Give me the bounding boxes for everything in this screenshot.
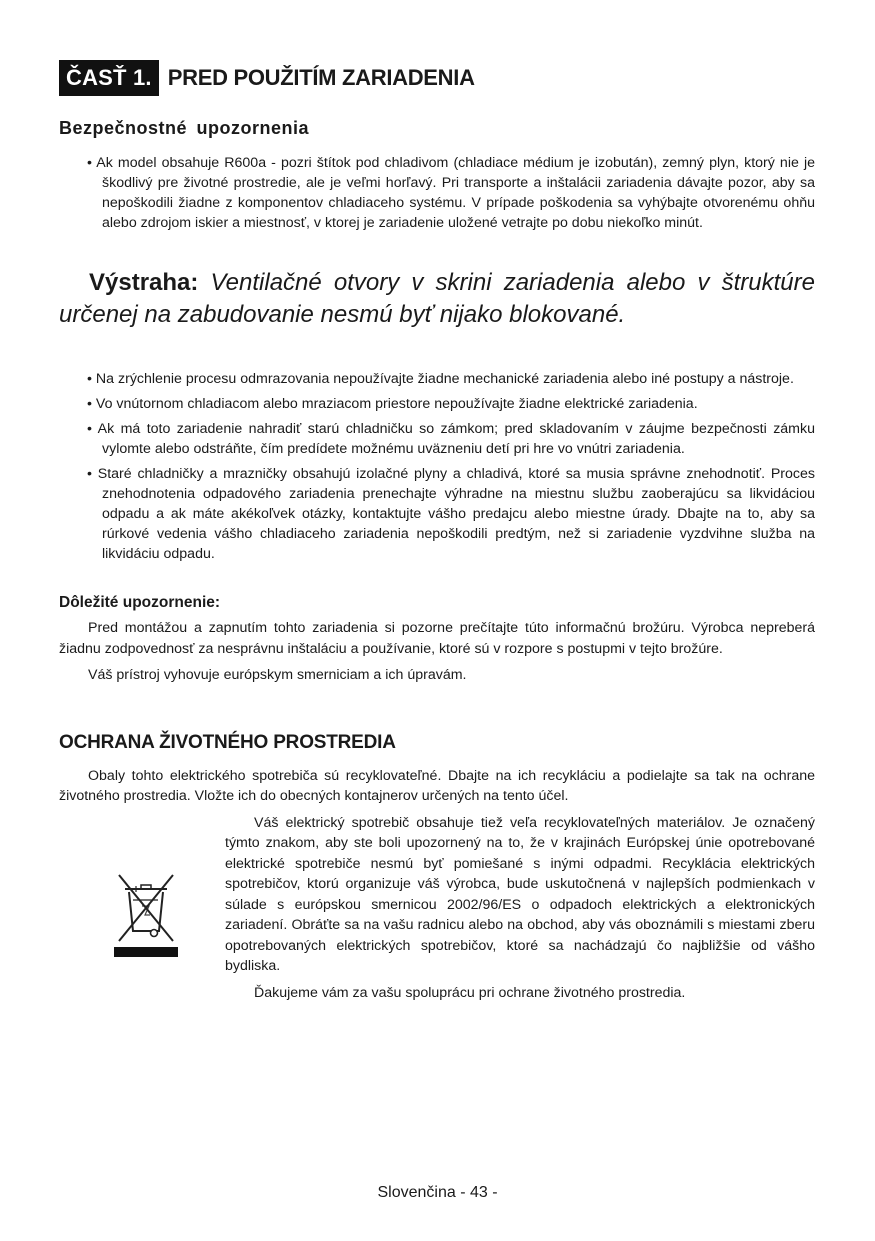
usage-list <box>59 369 815 564</box>
usage-bullet-electrical: • Vo vnútornom chladiacom alebo mraziacom priestore nepoužívajte žiadne elektrické zariadenia. <box>87 394 815 414</box>
warning-block <box>59 267 815 331</box>
chapter-number: ČASŤ 1. <box>59 60 159 96</box>
crossed-out-wheelie-bin-icon <box>111 869 181 959</box>
important-paragraph: Pred montážou a zapnutím tohto zariadenia si pozorne prečítajte túto informačnú brožúru. Výrobca nepreberá žiadnu zodpovednosť za nesprávnu inštaláciu a používanie, ktoré sú v rozpore s postupmi v tejto brožúre. <box>59 620 815 657</box>
usage-bullet-disposal: • Staré chladničky a mrazničky obsahujú izolačné plyny a chladivá, ktoré sa musia správne znehodnotiť. Proces znehodnotenia odpadového zariadenia prenechajte výhradne na miestnu službu zaoberajúcu sa likvidáciou odpadu a ak máte akékoľvek otázky, kontaktujte vášho predajcu alebo miestne úrady. Dbajte na to, aby sa rúrkové vedenia vášho chladiaceho zariadenia nepoškodili predtým, než si zariadenie vyzdvihne služba na likvidáciu odpadu. <box>87 464 815 564</box>
thanks-paragraph: Ďakujeme vám za vašu spoluprácu pri ochrane životného prostredia. <box>254 984 686 1001</box>
warning-label: Výstraha: <box>89 269 199 296</box>
safety-bullet: • Ak model obsahuje R600a - pozri štítok pod chladivom (chladiace médium je izobután), zemný plyn, ktorý nie je škodlivý pre životné prostredie, ale je veľmi horľavý. Pri transporte a inštalácii zariadenia dávajte pozor, aby sa nepoškodili žiadne z komponentov chladiaceho systému. V prípade poškodenia sa vyhýbajte otvorenému ohňu alebo zdrojom iskier a miestnosť, v ktorej je zariadenie uložené vetrajte po dobu niekoľko minút. <box>87 153 815 233</box>
environment-intro: Obaly tohto elektrického spotrebiča sú recyklovateľné. Dbajte na ich recykláciu a podielajte sa tak na ochrane životného prostredia. Vložte ich do obecných kontajnerov určených na tento účel. <box>59 767 815 804</box>
document-page <box>59 60 815 1009</box>
page-footer: Slovenčina - 43 - <box>377 1184 498 1201</box>
chapter-header <box>59 60 815 96</box>
weee-paragraph: Váš elektrický spotrebič obsahuje tiež veľa recyklovateľných materiálov. Je označený týmto znakom, aby ste boli upozornený na to, že v krajinách Európskej únie opotrebované elektrické spotrebiče nesmú byť pomiešané s inými odpadmi. Recyklácia elektrických spotrebičov, ktorú organizuje váš výrobca, bude uskutočnená v najlepších podmienkach v súlade s európskou smernicou 2002/96/ES o odpadoch elektrických a elektronických zariadení. Obráťte sa na vašu radnicu alebo na obchod, aby vás oboznámili s miestami zberu opotrebovaných elektrických spotrebičov, ktoré sa nachádzajú čo najbližšie od vášho bydliska. <box>225 814 815 974</box>
usage-bullet-lock: • Ak má toto zariadenie nahradiť starú chladničku so zámkom; pred skladovaním v záujme bezpečnosti zámku vylomte alebo odstráňte, čím predídete možnému uväzneniu detí pri hre vo vnútri zariadenia. <box>87 419 815 459</box>
weee-icon-container <box>59 813 225 1010</box>
compliance-paragraph: Váš prístroj vyhovuje európskym smerniciam a ich úpravám. <box>88 667 467 683</box>
weee-section <box>59 813 815 1010</box>
weee-text <box>225 813 815 1010</box>
safety-list <box>59 153 815 233</box>
warning-text: Ventilačné otvory v skrini zariadenia alebo v štruktúre určenej na zabudovanie nesmú byť nijako blokované. <box>59 269 815 328</box>
safety-heading: Bezpečnostné upozornenia <box>59 118 310 138</box>
chapter-title: PRED POUŽITÍM ZARIADENIA <box>167 65 475 90</box>
environment-heading: OCHRANA ŽIVOTNÉHO PROSTREDIA <box>59 731 396 753</box>
usage-bullet-defrost: • Na zrýchlenie procesu odmrazovania nepoužívajte žiadne mechanické zariadenia alebo iné postupy a nástroje. <box>87 369 815 389</box>
important-heading: Dôležité upozornenie: <box>59 594 221 611</box>
